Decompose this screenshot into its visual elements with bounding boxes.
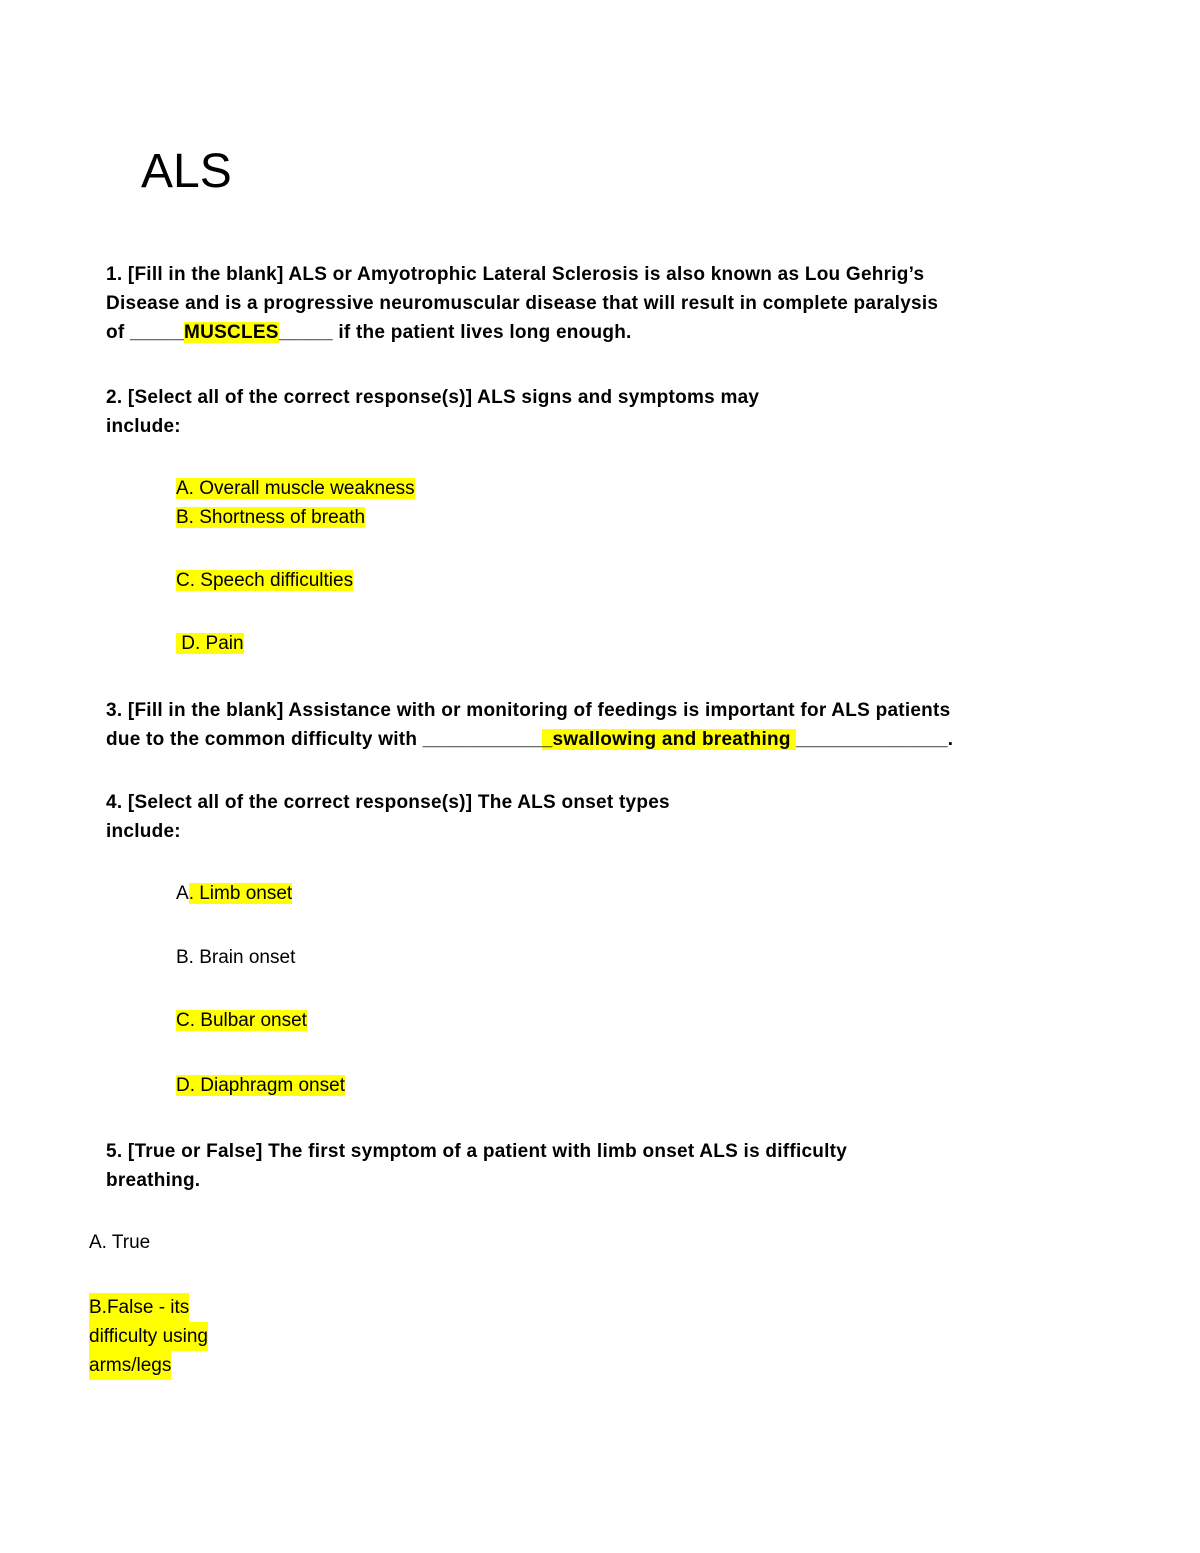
question-2-line-1: 2. [Select all of the correct response(s)] ALS signs and symptoms may xyxy=(106,387,760,408)
question-4-option-b xyxy=(176,946,295,970)
question-2-option-c-text: C. Speech difficulties xyxy=(176,570,354,591)
question-4-line-2: include: xyxy=(106,821,181,842)
question-3-answer: _swallowing and breathing xyxy=(541,729,797,750)
question-5-option-b-line-1: B.False - its xyxy=(89,1293,189,1322)
question-3 xyxy=(106,696,953,754)
question-4-option-d xyxy=(176,1074,345,1098)
question-2 xyxy=(106,383,759,441)
question-4-option-b-text: B. Brain onset xyxy=(176,947,296,968)
question-4-option-c xyxy=(176,1009,307,1033)
question-3-blank-prefix: due to the common difficulty with ___________ xyxy=(106,729,542,750)
question-5-line-2: breathing. xyxy=(106,1170,201,1191)
question-3-line-2 xyxy=(106,725,953,754)
question-2-option-b-text: B. Shortness of breath xyxy=(176,507,366,528)
question-5-option-b xyxy=(89,1293,208,1380)
question-2-option-a-text: A. Overall muscle weakness xyxy=(176,478,415,499)
question-4-option-a xyxy=(176,882,292,906)
question-5-option-b-line-3: arms/legs xyxy=(89,1351,171,1380)
question-5 xyxy=(106,1137,847,1195)
question-2-line-2: include: xyxy=(106,416,181,437)
question-3-line-1: 3. [Fill in the blank] Assistance with or monitoring of feedings is important for ALS patients xyxy=(106,700,951,721)
question-3-blank-suffix: ______________. xyxy=(796,729,954,750)
question-2-option-d xyxy=(176,632,244,656)
question-2-option-a xyxy=(176,477,415,501)
question-1-blank-suffix: _____ if the patient lives long enough. xyxy=(278,322,632,343)
question-1-blank-prefix: of _____ xyxy=(106,322,185,343)
question-5-option-a xyxy=(89,1231,150,1255)
question-5-line-1: 5. [True or False] The first symptom of a patient with limb onset ALS is difficulty xyxy=(106,1141,848,1162)
question-4-option-a-letter: A xyxy=(176,883,189,904)
question-2-option-d-text: D. Pain xyxy=(176,633,244,654)
question-2-option-b xyxy=(176,506,365,530)
question-5-option-b-line-2: difficulty using xyxy=(89,1322,208,1351)
question-1-line-2: Disease and is a progressive neuromuscular disease that will result in complete paralysis xyxy=(106,293,939,314)
question-1-line-3 xyxy=(106,318,938,347)
question-4-line-1: 4. [Select all of the correct response(s)] The ALS onset types xyxy=(106,792,670,813)
question-1-answer: MUSCLES xyxy=(184,322,279,343)
question-4-option-a-text: . Limb onset xyxy=(188,883,293,904)
question-5-option-a-text: A. True xyxy=(89,1232,151,1253)
question-4-option-d-text: D. Diaphragm onset xyxy=(176,1075,345,1096)
question-1-line-1: 1. [Fill in the blank] ALS or Amyotrophic Lateral Sclerosis is also known as Lou Gehrig’s xyxy=(106,264,925,285)
page-title: ALS xyxy=(141,145,232,198)
question-4 xyxy=(106,788,670,846)
question-2-option-c xyxy=(176,569,353,593)
question-4-option-c-text: C. Bulbar onset xyxy=(176,1010,307,1031)
question-1 xyxy=(106,260,938,347)
